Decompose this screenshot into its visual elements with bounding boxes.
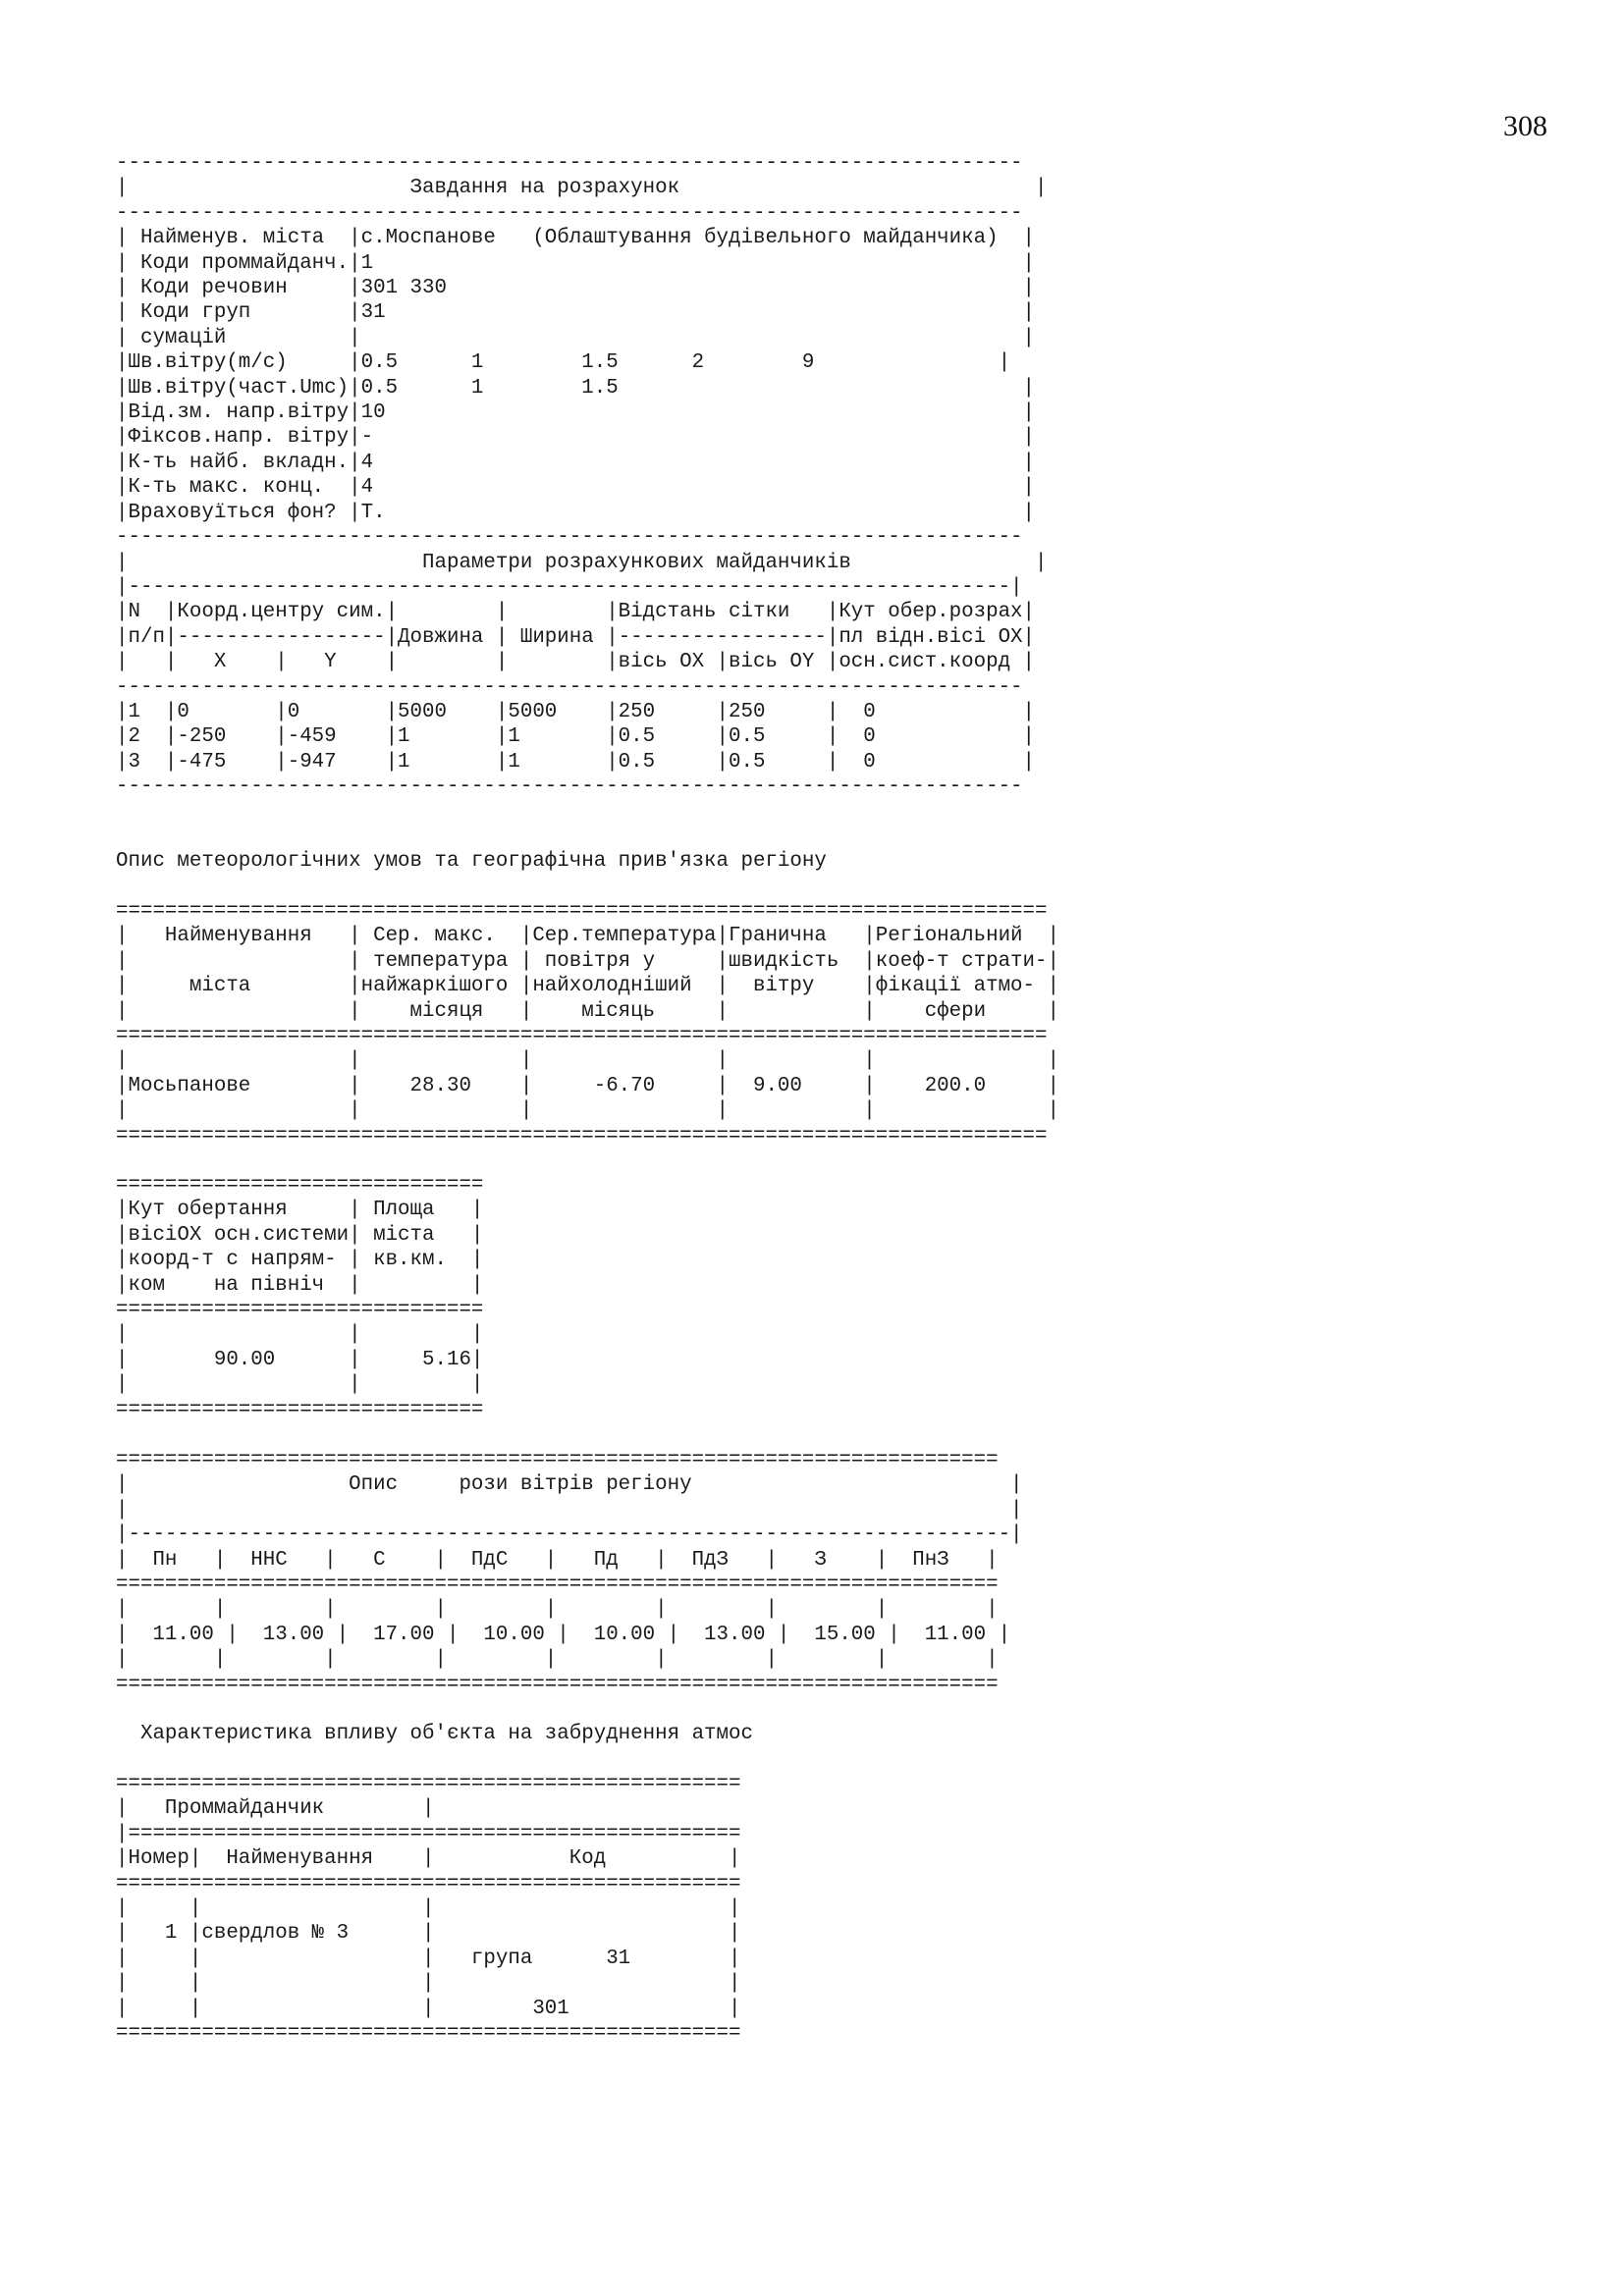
calculation-task-table: -------------------------------------------------------------------------- | Завдання на розрахунок | -------------------------------------------------------------------------- | Найменув. міста |с.Моспанове (Облаштування будівельного майданчика) | | Коди проммайданч.|1 | | Коди речовин |301 330 | | Коди груп |31 | | сумацій | | |Шв.вітру(m/c) |0.5 1 1.5 2 9 | |Шв.вітру(част.Umc)|0.5 1 1.5 | |Від.зм. напр.вітру|10 | |Фіксов.напр. вітру|- | |К-ть найб. вкладн.|4 | |К-ть макс. конц. |4 | |Враховуїться фон? |Т. | -------------------------------------------------------------------------- | Параметри розрахункових майданчиків | |------------------------------------------------------------------------| |N |Коорд.центру сим.| | |Відстань сітки |Кут обер.розрах| |п/п|-----------------|Довжина | Ширина |-----------------|пл відн.вісі ОХ| | | X | Y | | |вісь ОХ |вісь OY |осн.сист.коорд | -------------------------------------------------------------------------- |1 |0 |0 |5000 |5000 |250 |250 | 0 | |2 |-250 |-459 |1 |1 |0.5 |0.5 | 0 | |3 |-475 |-947 |1 |1 |0.5 |0.5 | 0 | -------------------------------------------------------------------------- <box>116 152 1048 799</box>
industrial-site-table: =================================================== | Проммайданчик | |================================================== |Номер| Найменування | Код | =================================================== | | | | | 1 |свердлов № 3 | | | | | група 31 | | | | | | | | 301 | =================================================== <box>116 1773 741 2046</box>
wind-rose-table: ======================================================================== | Опис рози вітрів регіону | | | |------------------------------------------------------------------------| | Пн | ННС | С | ПдС | Пд | ПдЗ | З | ПнЗ | ======================================================================== | | | | | | | | | | 11.00 | 13.00 | 17.00 | 10.00 | 10.00 | 13.00 | 15.00 | 11.00 | | | | | | | | | | ======================================================================== <box>116 1449 1023 1696</box>
impact-section-title: Характеристика впливу об'єкта на забруднення атмос <box>116 1723 753 1745</box>
rotation-area-table: ============================== |Кут обертання | Площа | |вісіОХ осн.системи| міста | |коорд-т с напрям- | кв.км. | |ком на північ | | ============================== | | | | 90.00 | 5.16| | | | ============================== <box>116 1174 484 1421</box>
meteo-conditions-table: ============================================================================ | Найменування | Сер. макс. |Сер.температура|Гранична |Регіональний | | | температура | повітря у |швидкість |коеф-т страти-| | міста |найжаркішого |найхолодніший | вітру |фікації атмо- | | | місяця | місяць | | сфери | ============================================================================ | | | | | | |Мосьпанове | 28.30 | -6.70 | 9.00 | 200.0 | | | | | | | ============================================================================ <box>116 900 1059 1148</box>
meteo-section-title: Опис метеорологічних умов та географічна прив'язка регіону <box>116 850 827 873</box>
page-number: 308 <box>1503 110 1547 142</box>
